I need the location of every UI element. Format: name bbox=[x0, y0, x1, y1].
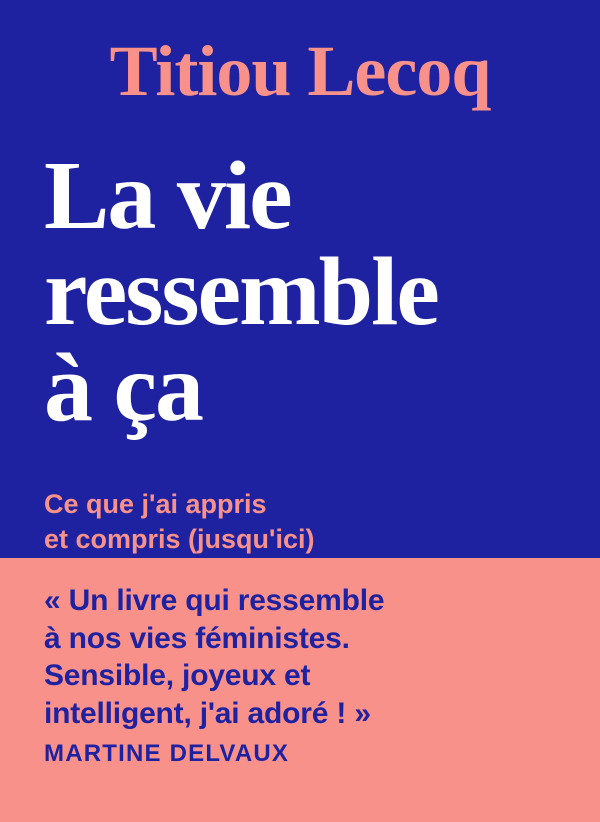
quote-line-4: intelligent, j'ai adoré ! » bbox=[44, 696, 371, 730]
endorsement-quote bbox=[44, 582, 576, 732]
quote-line-1: « Un livre qui ressemble bbox=[44, 584, 385, 617]
title-line-1: La vie bbox=[44, 142, 291, 250]
book-title bbox=[44, 142, 570, 443]
quote-line-3: Sensible, joyeux et bbox=[44, 659, 311, 692]
title-line-3: à ça bbox=[44, 334, 202, 443]
endorser-name: MARTINE DELVAUX bbox=[44, 740, 290, 767]
author-name: Titiou Lecoq bbox=[109, 31, 491, 111]
quote-line-2: à nos vies féministes. bbox=[44, 621, 350, 655]
title-line-2: ressemble bbox=[44, 238, 438, 347]
cover-bottom-panel bbox=[0, 558, 600, 822]
subtitle-line-2: et compris (jusqu'ici) bbox=[44, 524, 315, 555]
book-subtitle bbox=[44, 487, 570, 557]
subtitle-line-1: Ce que j'ai appris bbox=[44, 489, 267, 519]
